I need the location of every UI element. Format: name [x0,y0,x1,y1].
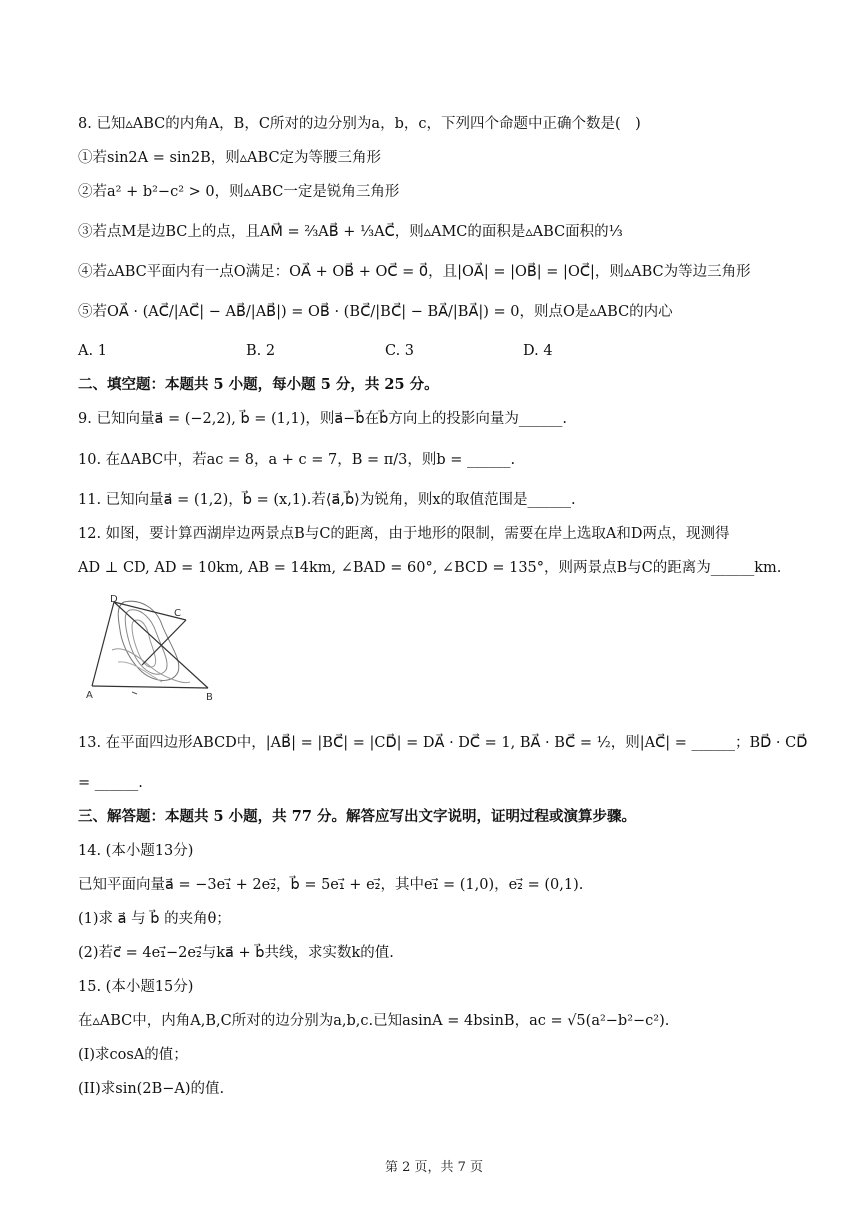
figure-label-b: B [206,692,213,703]
q8-option-b: B. 2 [246,343,276,359]
q15-heading: 15. (本小题15分) [78,979,194,995]
q15-stem: 在▵ABC中，内角A,B,C所对的边分别为a,b,c.已知asinA = 4bsinB，ac = √5(a²−b²−c²). [78,1013,670,1029]
figure-label-a: A [86,690,93,701]
q8-stem: 8. 已知▵ABC的内角A，B，C所对的边分别为a，b，c，下列四个命题中正确个数是( ) [78,116,641,132]
page-footer: 第 2 页，共 7 页 [384,1160,484,1175]
q8-statement-5: ⑤若OA⃗ · (AC⃗/|AC⃗| − AB⃗/|AB⃗|) = OB⃗ · (BC⃗/|BC⃗| − BA⃗/|BA⃗|) = 0，则点O是▵ABC的内心 [78,304,673,320]
q14-heading: 14. (本小题13分) [78,843,194,859]
q14-part-1: (1)求 a⃗ 与 b⃗ 的夹角θ； [78,911,231,927]
q13-line-1: 13. 在平面四边形ABCD中，|AB⃗| = |BC⃗| = |CD⃗| = DA⃗ · DC⃗ = 1, BA⃗ · BC⃗ = ½，则|AC⃗| = ______；BD⃗ · CD⃗ [78,735,808,751]
q14-part-2: (2)若c⃗ = 4e₁⃗−2e₂⃗与ka⃗ + b⃗共线，求实数k的值. [78,945,394,961]
q8-statement-1: ①若sin2A = sin2B，则▵ABC定为等腰三角形 [78,150,382,166]
figure-label-c: C [174,608,181,619]
q12-line-1: 12. 如图，要计算西湖岸边两景点B与C的距离，由于地形的限制，需要在岸上选取A和D两点，现测得 [78,526,730,542]
q8-option-d: D. 4 [523,343,553,359]
q8-option-c: C. 3 [385,343,415,359]
q12-line-2: AD ⊥ CD, AD = 10km, AB = 14km, ∠BAD = 60°, ∠BCD = 135°，则两景点B与C的距离为______km. [78,560,782,576]
q10: 10. 在ΔABC中，若ac = 8，a + c = 7，B = π/3，则b = ______. [78,452,516,468]
q15-part-2: (II)求sin(2B−A)的值. [78,1081,225,1097]
q8-statement-2: ②若a² + b²−c² > 0，则▵ABC一定是锐角三角形 [78,184,400,200]
q15-part-1: (I)求cosA的值； [78,1047,188,1063]
section-3-heading: 三、解答题：本题共 5 小题，共 77 分。解答应写出文字说明，证明过程或演算步骤。 [78,808,636,825]
q8-statement-3: ③若点M是边BC上的点，且AM⃗ = ⅔AB⃗ + ⅓AC⃗，则▵AMC的面积是▵ABC面积的⅓ [78,224,623,240]
figure-label-d: D [110,594,118,605]
q14-stem: 已知平面向量a⃗ = −3e₁⃗ + 2e₂⃗，b⃗ = 5e₁⃗ + e₂⃗，其中e₁⃗ = (1,0)，e₂⃗ = (0,1). [78,877,584,893]
q13-line-2: = ______. [78,775,143,791]
lake-figure [82,590,222,705]
q8-statement-4: ④若▵ABC平面内有一点O满足：OA⃗ + OB⃗ + OC⃗ = 0⃗，且|OA⃗| = |OB⃗| = |OC⃗|，则▵ABC为等边三角形 [78,264,751,280]
q11: 11. 已知向量a⃗ = (1,2)，b⃗ = (x,1).若⟨a⃗,b⃗⟩为锐角，则x的取值范围是______. [78,492,576,508]
q8-option-a: A. 1 [78,343,107,359]
q9: 9. 已知向量a⃗ = (−2,2), b⃗ = (1,1)，则a⃗−b⃗在b⃗方向上的投影向量为______. [78,411,567,427]
section-2-heading: 二、填空题：本题共 5 小题，每小题 5 分，共 25 分。 [78,376,439,393]
